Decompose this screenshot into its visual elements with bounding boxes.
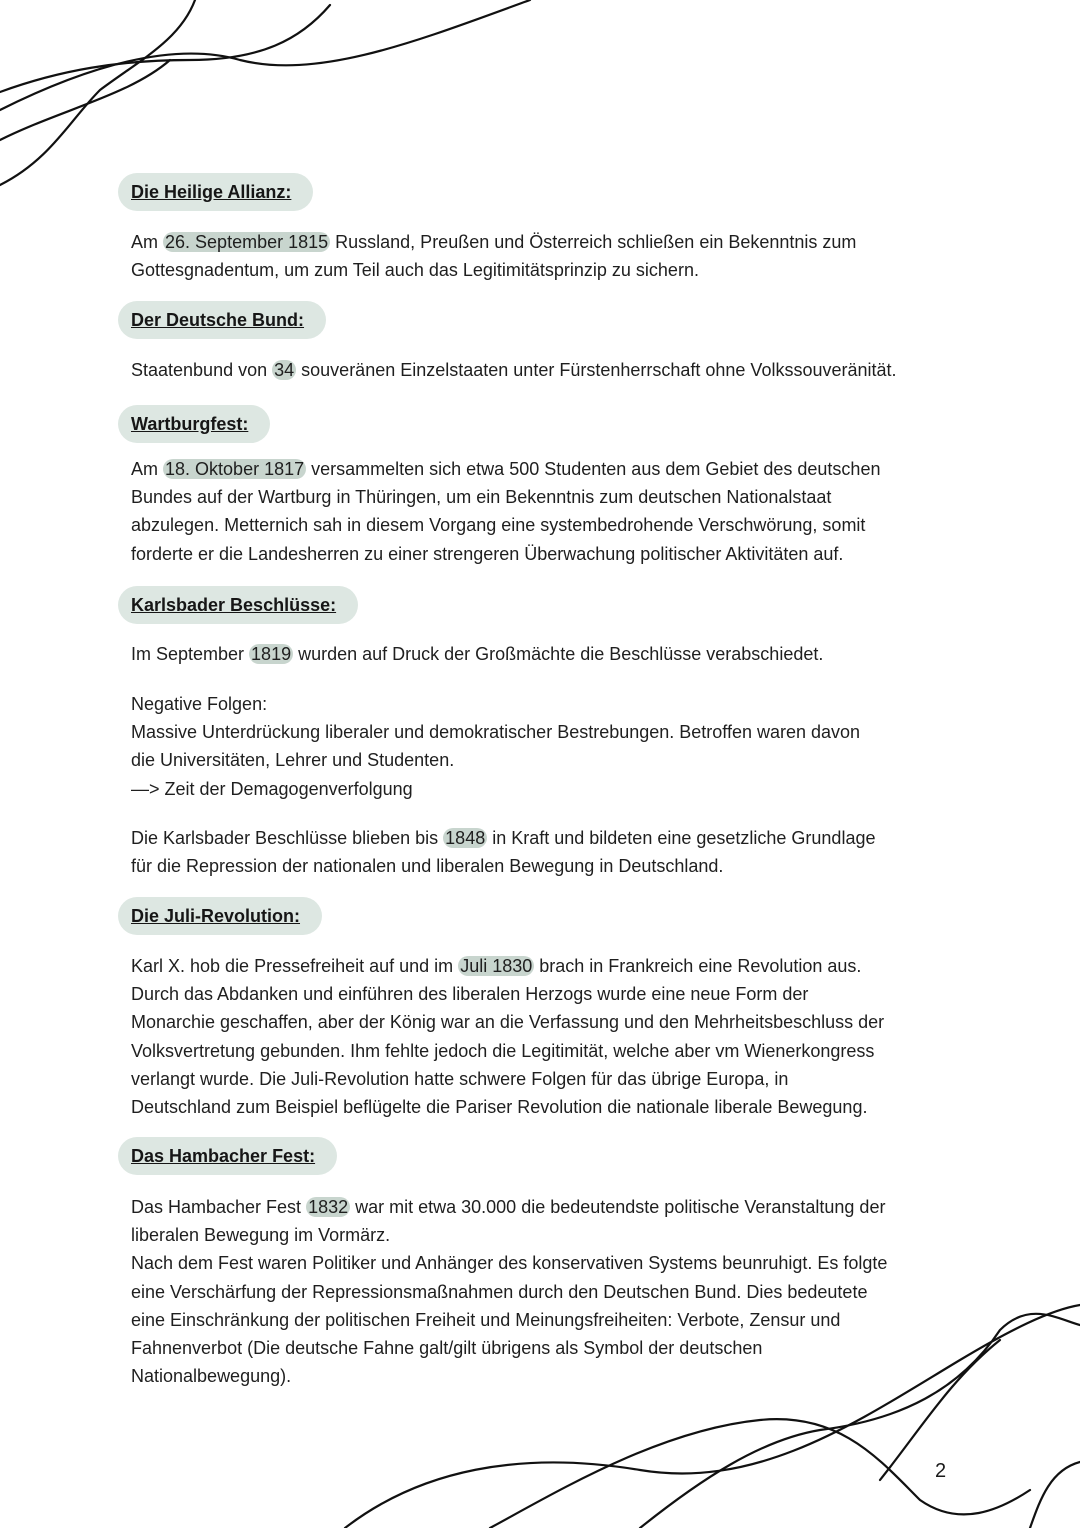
text-line: Bundes auf der Wartburg in Thüringen, um ein Bekenntnis zum deutschen Nationalstaat xyxy=(131,487,832,508)
page-number: 2 xyxy=(935,1460,947,1482)
highlight-number: 34 xyxy=(274,360,295,380)
text-line: Durch das Abdanken und einführen des liberalen Herzogs wurde eine neue Form der xyxy=(131,984,809,1005)
text: brach in Frankreich eine Revolution aus. xyxy=(534,956,862,976)
paragraph-heilige-allianz xyxy=(131,228,961,284)
text-line: Fahnenverbot (Die deutsche Fahne galt/gilt übrigens als Symbol der deutschen xyxy=(131,1338,763,1359)
text-line: Gottesgnadentum, um zum Teil auch das Legitimitätsprinzip zu sichern. xyxy=(131,260,699,281)
text-line: Nationalbewegung). xyxy=(131,1366,292,1387)
heading-juli-revolution: Die Juli-Revolution: xyxy=(118,897,322,935)
text-line: die Universitäten, Lehrer und Studenten. xyxy=(131,750,455,771)
text: war mit etwa 30.000 die bedeutendste politische Veranstaltung der xyxy=(350,1197,886,1217)
paragraph-karlsbader-2 xyxy=(131,690,961,803)
deco-line-bottom-2 xyxy=(490,1419,1030,1528)
highlight-year: 1832 xyxy=(308,1197,349,1217)
highlight-year: 1819 xyxy=(251,644,292,664)
text-line: für die Repression der nationalen und liberalen Bewegung in Deutschland. xyxy=(131,856,724,877)
text-line: Negative Folgen: xyxy=(131,694,268,714)
text-line: eine Einschränkung der politischen Freiheit und Meinungsfreiheiten: Verbote, Zensur und xyxy=(131,1309,841,1330)
text-line: Monarchie geschaffen, aber der König war an die Verfassung und den Mehrheitsbeschluss der xyxy=(131,1012,885,1033)
deco-line-top-1 xyxy=(0,0,530,110)
heading-wartburgfest: Wartburgfest: xyxy=(118,405,270,443)
paragraph-deutscher-bund xyxy=(131,356,961,384)
text: versammelten sich etwa 500 Studenten aus dem Gebiet des deutschen xyxy=(306,459,881,479)
heading-hambacher-fest: Das Hambacher Fest: xyxy=(118,1137,337,1175)
text: Im September xyxy=(131,644,250,664)
paragraph-wartburgfest xyxy=(131,455,961,568)
paragraph-hambacher-fest xyxy=(131,1193,961,1390)
paragraph-karlsbader-3 xyxy=(131,824,961,880)
highlight-date: 26. September 1815 xyxy=(165,232,329,252)
text: souveränen Einzelstaaten unter Fürstenherrschaft ohne Volkssouveränität. xyxy=(296,360,897,380)
text: Russland, Preußen und Österreich schließen ein Bekenntnis zum xyxy=(330,232,857,252)
text-line: Nach dem Fest waren Politiker und Anhänger des konservativen Systems beunruhigt. Es folgte xyxy=(131,1253,888,1274)
deco-line-top-2 xyxy=(0,5,330,92)
text: Die Karlsbader Beschlüsse blieben bis xyxy=(131,828,444,848)
text: Karl X. hob die Pressefreiheit auf und im xyxy=(131,956,459,976)
text-line: forderte er die Landesherren zu einer strengeren Überwachung politischer Aktivitäten auf. xyxy=(131,543,844,564)
deco-line-top-4 xyxy=(0,60,170,140)
heading-deutscher-bund: Der Deutsche Bund: xyxy=(118,301,326,339)
text-line: Volksvertretung gebunden. Ihm fehlte jedoch die Legitimität, welche aber vm Wienerkongress xyxy=(131,1040,875,1061)
highlight-year: 1848 xyxy=(445,828,486,848)
text: Am xyxy=(131,232,164,252)
text: Staatenbund von xyxy=(131,360,273,380)
text-line: abzulegen. Metternich sah in diesem Vorgang eine systembedrohende Verschwörung, somit xyxy=(131,515,866,536)
highlight-date: Juli 1830 xyxy=(460,956,533,976)
heading-karlsbader-beschluesse: Karlsbader Beschlüsse: xyxy=(118,586,358,624)
text-line: eine Verschärfung der Repressionsmaßnahmen durch den Deutschen Bund. Dies bedeutete xyxy=(131,1281,868,1302)
text: Am xyxy=(131,459,164,479)
text-line: Deutschland zum Beispiel beflügelte die Pariser Revolution die nationale liberale Bewegung. xyxy=(131,1097,868,1118)
text-line: —> Zeit der Demagogenverfolgung xyxy=(131,778,413,799)
heading-heilige-allianz: Die Heilige Allianz: xyxy=(118,173,313,211)
text: Das Hambacher Fest xyxy=(131,1197,307,1217)
text-line: verlangt wurde. Die Juli-Revolution hatte schwere Folgen für das übrige Europa, in xyxy=(131,1068,789,1089)
deco-line-top-3 xyxy=(0,0,195,185)
paragraph-karlsbader-1 xyxy=(131,640,961,668)
highlight-date: 18. Oktober 1817 xyxy=(165,459,305,479)
deco-line-bottom-4 xyxy=(1030,1462,1080,1528)
text-line: Massive Unterdrückung liberaler und demokratischer Bestrebungen. Betroffen waren davon xyxy=(131,722,861,743)
text: in Kraft und bildeten eine gesetzliche Grundlage xyxy=(487,828,876,848)
paragraph-juli-revolution xyxy=(131,952,961,1121)
text: wurden auf Druck der Großmächte die Beschlüsse verabschiedet. xyxy=(293,644,824,664)
text-line: liberalen Bewegung im Vormärz. xyxy=(131,1225,391,1246)
